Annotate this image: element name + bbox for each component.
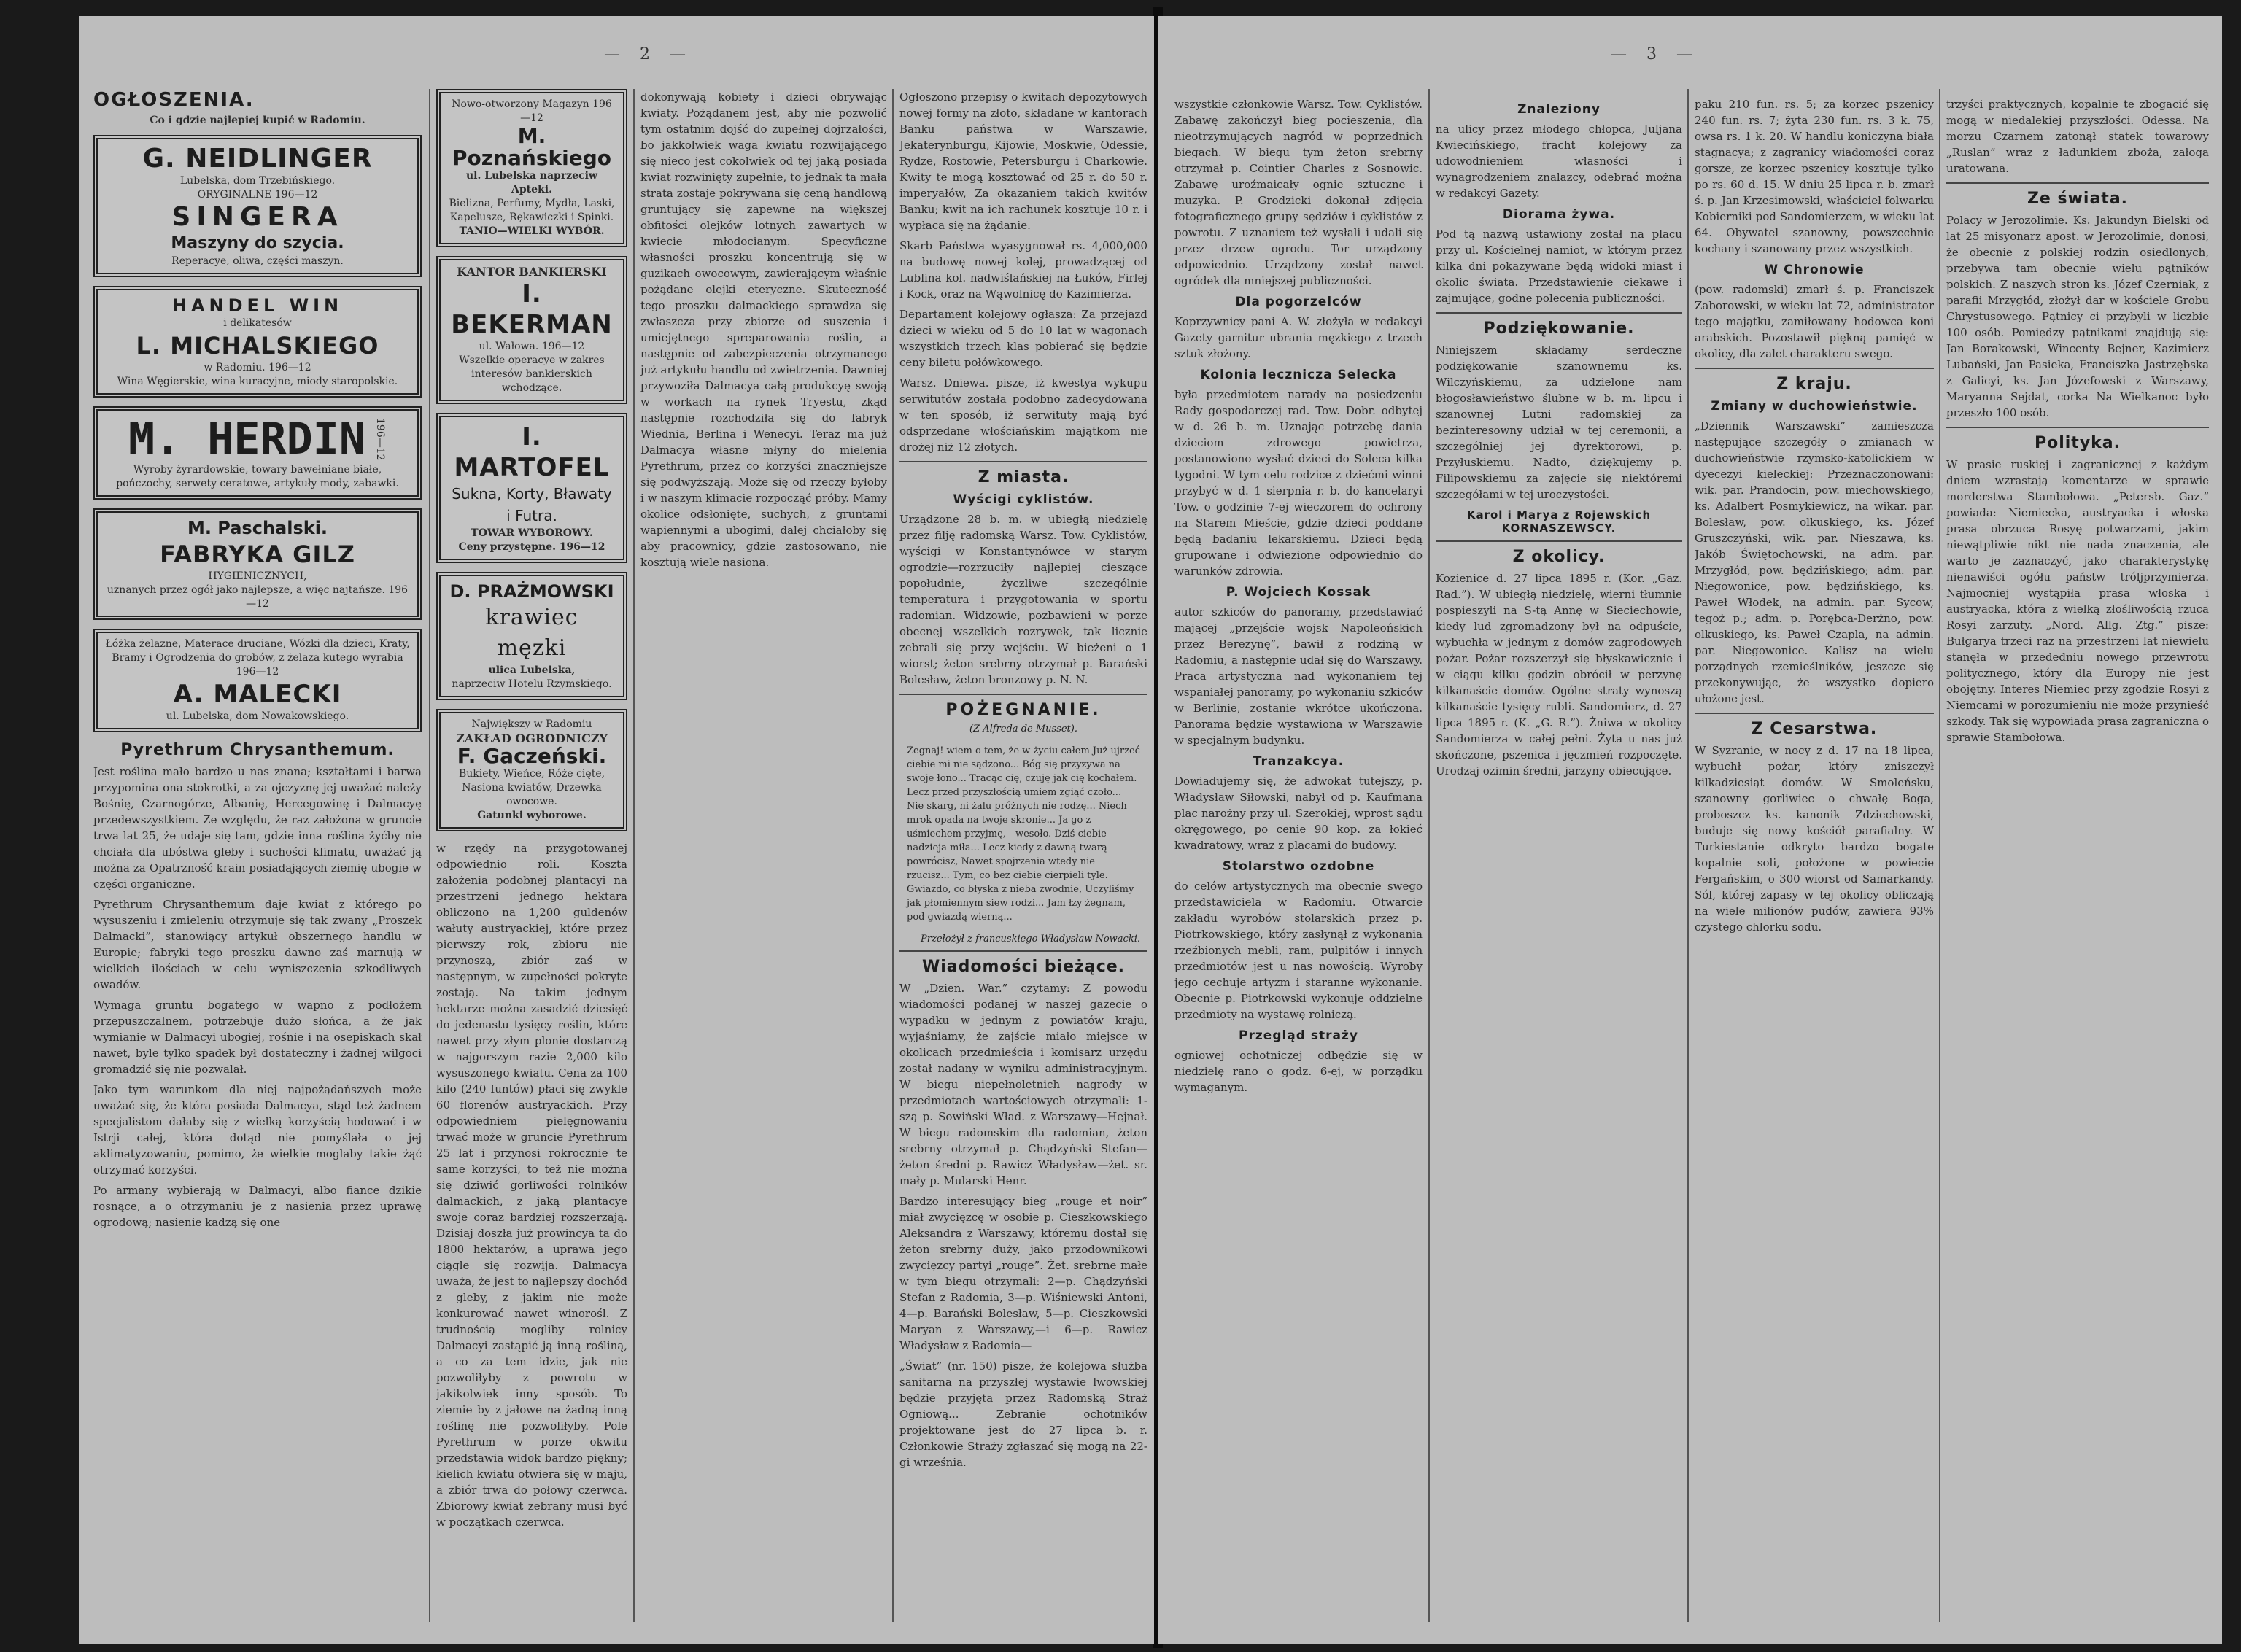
article-paragraph: do celów artystycznych ma obecnie swego przedstawiciela w Radomiu. Otwarcie zakładu wyrobów stolarskich przez p. Piotrkowskiego, który zasłynął z wykonania rzeźbionych mebli, ram, pulpitów i innych przedmiotów jest u nas nowością. Wyroby jego cechuje artyzm i staranne wykonanie. Obecnie p. Piotrkowski wykonuje oddzielne przedmioty na wystawę rolniczą. [1174, 880, 1423, 1021]
ad-note: Wszelkie operacye w zakres interesów bankierskich wchodzące. [459, 354, 605, 394]
ad-prazmowski [436, 572, 627, 700]
page-number-right: — 3 — [1611, 45, 1700, 63]
news-item: Skarb Państwa wyasygnował rs. 4,000,000 na budowę nowej kolej, prowadzącej od Lublina kol. nadwiślańskiej na Łuków, Firlej i Kock, oraz na Wąwolnicę do Kazimierza. [899, 239, 1147, 300]
ad-title: ZAKŁAD OGRODNICZY [456, 732, 608, 745]
article-paragraph: Kozienice d. 27 lipca 1895 r. (Kor. „Gaz. Rad.”). W ubiegłą niedzielę, wierni tłumnie pospieszyli na S-tą Annę w Sieciechowie, kiedy lud zgromadzony był na odpuście, wybuchła w jednym z domów zagrodowych pożar. Pożar rozszerzył się błyskawicznie i w ciągu kilku godzin obrócił w perzynę kilkanaście domów. Ogólne straty wynoszą kilkanaście tysięcy rubli. Sandomierz, d. 27 lipca 1895 r. (K. „G. R.”). Żniwa w okolicy Sandomierza w całej pełni. Żyta u nas już skończone, pszenica i jęczmień rozpoczęte. Urodzaj ozimin średni, jarzyny obiecujące. [1436, 572, 1682, 777]
ad-price: Ceny przystępne. 196—12 [458, 541, 605, 553]
article-paragraph: autor szkiców do panoramy, przedstawiać mającej „przejście wojsk Napoleońskich przez Berezynę”, bawił z rodziną w Radomiu, a następnie udał się do Warszawy. Praca artystyczna nad wykonaniem tej wspaniałej panoramy, po wykonaniu szkiców w Berlinie, zostanie wkrótce ukończona. Panorama będzie wystawiona w Warszawie w specjalnym budynku. [1174, 605, 1423, 747]
ad-line: ORYGINALNE 196—12 [197, 189, 318, 201]
article-paragraph: Po armany wybierają w Dalmacyi, albo fiance dzikie rosnące, a o otrzymaniu je z nasienia przez uprawę ogrodową; nasienie kadzą się one [93, 1184, 422, 1229]
article-continuation: dokonywają kobiety i dzieci obrywając kwiaty. Pożądanem jest, aby nie pozwolić tym ostatnim dojść do zupełnej dojrzałości, bo jakkolwiek waga kwiatu rozwijającego się nieco jest cokolwiek od tej jaką posiada kwiat rozwinięty zupełnie, to jednak ta mała strata zostaje pokrywana się ceną handlową gruntujący się zapewne na większej obfitości olejków lotnych zawartych w kwiecie młodocianym. Specyficzne własności proszku koncentrują się w guzikach owocowym, zawierającym właśnie pożądane olejki eteryczne. Skuteczność tego proszku dalmackiego sprawdza się zwłaszcza przy zbiorze od suszenia i umiejętnego spreparowania roślin, a następnie od zabezpieczenia otrzymanego już artykułu handlu od zwietrzenia. Dawniej przywoziła Dalmacya całą produkcyę swoją w workach na rynek Tryestu, zkąd następnie rozchodziła się do fabryk Wiednia, Berlina i Wenecyi. Teraz ma już Dalmacya własne młyny do mielenia Pyrethrum, przez co korzyści znaczniejsze się podwyższają. Może się od rzeczy byłoby i w naszym klimacie rozpocząć próby. Mamy okolice odsłonięte, suchych, z gruntami wapiennymi a ubogimi, dalej chciałoby się aby pracownicy, gdzie zastosowano, nie kosztują wiele nasiona. [640, 90, 887, 569]
article-title: Kolonia lecznicza Selecka [1200, 368, 1397, 382]
ad-malecki [93, 629, 422, 732]
article-title: Przegląd straży [1239, 1028, 1358, 1043]
article-paragraph: Pod tą nazwą ustawiony został na placu przy ul. Kościelnej namiot, w którym przez kilka dni pokazywane będą widoki miast i okolic świata. Przedstawienie ciekawe i zajmujące, godne polecenia publiczności. [1436, 228, 1682, 305]
article-paragraph: Jest roślina mało bardzo u nas znana; kształtami i barwą przypomina ona stokrotki, a za ojczyznę jej uważać należy Bośnię, Czarnogórze, Albanię, Hercegowinę i Dalmacyę przedewszystkiem. Ze względu, że raz założona w gruncie trwa lat 25, że udaje się tam, gdzie inna roślina żyćby nie chciała dla ubóstwa gleby i suchości klimatu, uważać ją można za Opatrzność krain posiadających ziemię ubogie w części organiczne. [93, 765, 422, 891]
ads-subheader: Co i gdzie najlepiej kupić w Radomiu. [150, 115, 365, 126]
ad-gaczenski [436, 709, 627, 831]
ad-street: ulica Lubelska, [488, 664, 576, 676]
ad-slogan: TOWAR WYBOROWY. [471, 527, 593, 539]
ad-address: naprzeciw Hotelu Rzymskiego. [452, 678, 612, 690]
text-column-4 [899, 89, 1147, 1622]
ad-address: Lubelska, dom Trzebińskiego. [179, 175, 336, 187]
ad-name: D. PRAŻMOWSKI [449, 581, 614, 602]
ad-neidlinger [93, 135, 422, 277]
column-rule [633, 89, 635, 1622]
section-title: Ze świata. [2027, 190, 2129, 208]
news-item: Ogłoszono przepisy o kwitach depozytowych nowej formy na złoto, składane w kantorach Banku państwa w Warszawie, Jekaterynburgu, Kijowie, Moskwie, Odessie, Rydze, Rostowie, Petersburgu i Charkowie. Kwity te mogą kosztować od 25 r. do 50 r. imperyałów, Za okazaniem takich kwitów Banku; kwit na ich rachunek kosztuje 10 r. i wypłaca się na żądanie. [899, 90, 1147, 232]
ad-slogan: TANIO—WIELKI WYBÓR. [459, 225, 605, 237]
article-paragraph: Wymaga gruntu bogatego w wapno z podłożem przepuszczalnem, potrzebuje dużo słońca, a że jak wymianie w Dalmacyi ubogiej, rośnie i na osepiskach skał nawet, byle tylko spadek był dostateczny i żadnej wilgoci gromadzić się nie pozwalał. [93, 998, 422, 1076]
page-number-left: — 2 — [604, 45, 693, 63]
ads-column-2 [436, 89, 627, 1622]
column-rule [1687, 89, 1689, 1622]
ad-address: w Radomiu. 196—12 [204, 362, 311, 373]
article-paragraph: na ulicy przez młodego chłopca, Juljana Kwiecińskiego, fracht kolejowy za udowodnieniem własności i wynagrodzeniem znalazcy, odebrać można w redakcyi Gazety. [1436, 123, 1682, 200]
news-item: Departament kolejowy ogłasza: Za przejazd dzieci w wieku od 5 do 10 lat w wagonach wszystkich trzech klas pobierać się będzie ceny biletu połówkowego. [899, 308, 1147, 369]
article-title: Wyścigi cyklistów. [953, 492, 1094, 507]
ad-goods: Bielizna, Perfumy, Mydła, Laski, Kapelusze, Rękawiczki i Spinki. [449, 198, 615, 223]
ad-address: ul. Lubelska naprzeciw Apteki. [466, 170, 597, 195]
divider [1695, 368, 1934, 369]
text-column-r1 [1174, 96, 1423, 1622]
right-page [1158, 16, 2222, 1644]
poem-subtitle: (Z Alfreda de Musset). [969, 724, 1077, 734]
ad-product: Maszyny do szycia. [171, 234, 344, 252]
text-column-r2 [1436, 96, 1682, 1622]
ad-code: 196—12 [374, 417, 387, 461]
article-paragraph: Urządzone 28 b. m. w ubiegłą niedzielę przez filję radomską Warsz. Tow. Cyklistów, wyścigi w Konstantynówce w starym ogrodzie—rozrzuciły najlepiej cieszące popołudnie, życzliwe szczególnie temperatura i przygotowania w sportu radomian. Widzowie, pozbawieni w porze obecnej wszelkich rozrywek, tak licznie zebrali się przy wejściu. W bieżeni o 1 wiorst; żeton srebrny otrzymał p. Barański Bolesław, żeton bronzowy p. N. N. [899, 513, 1147, 686]
divider [899, 694, 1147, 695]
ad-name: G. NEIDLINGER [142, 144, 373, 174]
ad-goods: Bukiety, Wieńce, Róże cięte, Nasiona kwiatów, Drzewka owocowe. [458, 768, 605, 807]
article-paragraph: ogniowej ochotniczej odbędzie się w niedzielę rano o godz. 6-ej, w porządku wymaganym. [1174, 1049, 1423, 1094]
divider [899, 461, 1147, 462]
article-title: Zmiany w duchowieństwie. [1711, 399, 1918, 414]
ad-sub: HYGIENICZNYCH, [208, 570, 307, 582]
text-column-r4 [1946, 96, 2209, 1622]
ad-name: M. Poznańskiego [452, 124, 611, 170]
poem-signature: Przełożył z francuskiego Władysław Nowacki. [921, 934, 1140, 945]
ad-title: FABRYKA GILZ [160, 540, 355, 568]
left-page [79, 16, 1154, 1644]
text-column-r3 [1695, 96, 1934, 1622]
poem-text: Żegnaj! wiem o tem, że w życiu całem Już ujrzeć ciebie mi nie sądzono... Bóg się przyzywa na swoje łono... Tracąc cię, czuję jak cię kochałem. Lecz przed przyszłością umiem zgiąć czoło... Nie skarg, ni żalu próżnych nie rodzę... Niech mrok opada na twoje skronie... Ja go z uśmiechem przyjmę,—wesoło. Dziś ciebie nadzieja miła... Lecz kiedy z dawną twarą powrócisz, Nawet spojrzenia wtedy nie rzucisz... Tym, co bez ciebie cierpieli tyle. Gwiazdo, co błyska z nieba zwodnie, Uczyliśmy jak płomiennym siew rodzi... Jam łzy żegnam, pod gwiazdą wierną... [907, 745, 1140, 923]
article-paragraph: wszystkie członkowie Warsz. Tow. Cyklistów. Zabawę zakończył bieg pocieszenia, dla nieotrzymujących nagród w poprzednich biegach. W biegu tym żeton srebrny otrzymał p. Cointier Charles z Sosnowic. Zabawę uroźmaicały ognie sztuczne i muzyka. P. Grodzicki dokonał zdjęcia fotograficznego grupy sędziów i cyklistów z powrotu. Z uznaniem też wysłali i udali się przez drzew ogrodu. Tor urządzony odpowiednio. Urządzony został nawet ogródek dla mniejszej publiczności. [1174, 98, 1423, 287]
column-rule [892, 89, 894, 1622]
ad-name: A. MALECKI [173, 680, 342, 709]
article-title: P. Wojciech Kossak [1226, 585, 1371, 600]
ad-text: Łóżka żelazne, Materace druciane, Wózki dla dzieci, Kraty, Bramy i Ogrodzenia do grobów, z żelaza kutego wyrabia 196—12 [105, 638, 410, 678]
article-paragraph: „Dziennik Warszawski” zamieszcza następujące szczegóły o zmianach w duchowieństwie rzymsko-katolickiem w dyecezyi kieleckiej: Przeznaczonowani: wik. par. Prandocin, pow. miechowskiego, ks. Adalbert Posmykiewicz, na wikar. par. Bolesław, pow. olkuskiego, ks. Józef Gruszczyński, wik. par. Nieszawa, ks. Jakób Świętochowski, na adm. par. Mrzygłód, pow. będzińskiego; adm. par. Niegowonice, pow. będzińskiego, ks. Paweł Włodek, na admin. par. Sycow, tegoż p.; adm. p. Porębca-Derżno, pow. olkuskiego, ks. Paweł Czapla, na admin. par. Niegowonice. Kalisz na wielu porządnych rzemieślników, jeszcze się przekonywując, że wszystko dopiero ułożone jest. [1695, 419, 1934, 705]
section-title: Podziękowanie. [1483, 319, 1635, 338]
article-title: Znaleziony [1517, 102, 1601, 117]
article-title: W Chronowie [1764, 263, 1865, 277]
article-paragraph: Pyrethrum Chrysanthemum daje kwiat z którego po wysuszeniu i zmieleniu otrzymuje się tak zwany „Proszek Dalmacki”, stanowiący artykuł obszernego handlu w Europie; fabryki tego proszku dawno zaś marnują w wielkich ilościach w celu wyniszczenia szkodliwych owadów. [93, 898, 422, 991]
article-title: Diorama żywa. [1502, 207, 1616, 222]
divider [1695, 713, 1934, 714]
ad-goods: Sukna, Korty, Bławaty i Futra. [452, 485, 612, 524]
ad-name: I. MARTOFEL [454, 422, 610, 482]
divider [1946, 182, 2209, 184]
column-rule [1428, 89, 1430, 1622]
ad-title: HANDEL WIN [171, 295, 344, 316]
ad-herdin [93, 406, 422, 500]
column-rule [429, 89, 430, 1622]
ad-name: L. MICHALSKIEGO [136, 332, 379, 360]
ad-address: ul. Wałowa. 196—12 [479, 341, 585, 352]
ad-note: Reperacye, oliwa, części maszyn. [171, 255, 344, 267]
section-title: Wiadomości bieżące. [921, 958, 1126, 976]
ad-top: Nowo-otworzony Magazyn 196—12 [452, 98, 612, 124]
article-paragraph: Polacy w Jerozolimie. Ks. Jakundyn Bielski od lat 25 misyonarz apost. w Jerozolimie, donosi, że obecnie z polskiej rodzin osiedlonych, przebywa tam obecnie wielu pątników polskich. Z naszych stron ks. Józef Czerniak, z parafii Mrzygłód, złożył dar w kościele Grobu Chrystusowego. Pątnicy ci przybyli w liczbie 100 osób. Pomiędzy pątnikami znajdują się: Jan Borakowski, Wincenty Bejner, Kazimierz Lubański, Jan Pasieka, Franciszka Jastrzębska z Galicyi, ks. Jan Józefowski z Warszawy, Maryanna Sejdat, corka Na Wielkanoc było przeszło 100 osób. [1946, 214, 2209, 419]
article-paragraph: Bardzo interesujący bieg „rouge et noir” miał zwycięzcę w osobie p. Cieszkowskiego Aleksandra z Warszawy, któremu dostał się żeton srebrny duży, jako przodownikowi zwycięzcy partyi „rouge”. Żet. srebrne małe w tym biegu otrzymali: 2—p. Chądzyński Stefan z Radomia, 3—p. Wiśniewski Antoni, 4—p. Barański Bolesław, 5—p. Cieszkowski Maryan z Warszawy,—i 6—p. Rawicz Władysław z Radomia— [899, 1195, 1147, 1352]
article-paragraph: (pow. radomski) zmarł ś. p. Franciszek Zaborowski, w wieku lat 72, administrator tego majątku, zamiłowany hodowca koni arabskich. Pozostawił piękną pamięć w okolicy, dla zalet charakteru swego. [1695, 283, 1934, 360]
section-title: Polityka. [2034, 434, 2121, 452]
article-paragraph: Niniejszem składamy serdeczne podziękowanie szanownemu ks. Wilczyńskiemu, za udzielone nam błogosławieństwo ślubne w b. m. lipcu i szanownej Lutni radomskiej za bezinteresowny udział w tej ceremonii, a szczególniej jej dyrektorowi, p. Przyłuskiemu. Nadto, dziękujemy p. Filipowskiemu za zajęcie się niektóremi szczegółami w tej uroczystości. [1436, 344, 1682, 501]
ad-poznanski [436, 89, 627, 247]
section-title: Z okolicy. [1512, 548, 1606, 566]
ad-brand: SINGERA [171, 202, 344, 232]
ad-name: M. Paschalski. [187, 518, 328, 538]
ad-bekerman [436, 256, 627, 404]
ad-top: Największy w Radomiu [471, 718, 592, 730]
ad-address: ul. Lubelska, dom Nowakowskiego. [166, 710, 349, 722]
ad-paschalski [93, 508, 422, 620]
article-paragraph: W prasie ruskiej i zagranicznej z każdym dniem wzrastają komentarze w sprawie morderstwa Stambołowa. „Petersb. Gaz.” powiada: Niemiecka, austryacka i włoska prasa obrzuca Rosyę potwarzami, jakim niewątpliwie nikt nie nada znaczenia, ale warto je zaznaczyć, jako charakterystykę nienawiści ogółu państw tróljprzymierza. Najmocniej wystąpiła prasa włoska i austryacka, która z wielką złośliwością rzuca Rosyi zarzuty. „Nord. Allg. Ztg.” pisze: Bułgarya trzeci raz na przestrzeni lat niewielu stanęła w przededniu nowego przewrotu politycznego, który dla Europy nie jest obojętny. Interes Niemiec przy zgodzie Rosyi z Niemcami w porozumieniu nie może przynieść szkody. Tak się wypowiada prasa zagraniczna o sprawie Stambołowa. [1946, 458, 2209, 744]
section-title: Z kraju. [1776, 375, 1852, 393]
article-paragraph: Jako tym warunkom dla niej najpożądańszych może uważać się, że która posiada Dalmacya, stąd też żadnem specjalistom dałaby się z wielką korzyścią hodować i w Istrji całej, która dotąd nie pomyślała o jej aklimatyzowaniu, pomimo, że wielkie moglaby takie żąć otrzymać korzyści. [93, 1083, 422, 1176]
article-title: Pyrethrum Chrysanthemum. [120, 741, 395, 759]
ad-name: I. BEKERMAN [451, 279, 613, 339]
news-item: Warsz. Dniewa. pisze, iż kwestya wykupu serwitutów została podobno zadecydowana w ten sposób, iż serwituty mają być odsprzedane włościańskim majątkom nie drożej niż 12 złotych. [899, 376, 1147, 454]
divider [1436, 312, 1682, 314]
divider [899, 950, 1147, 952]
column-rule [1939, 89, 1940, 1622]
ad-note: Wina Węgierskie, wina kuracyjne, miody staropolskie. [117, 376, 398, 387]
article-paragraph: „Świat” (nr. 150) pisze, że kolejowa służba sanitarna na przyszłej wystawie lwowskiej będzie przyjęta przez Radomską Straż Ogniową... Zebranie ochotników projektowane jest do 27 lipca b. r. Członkowie Straży zgłaszać się mogą na 22-gi września. [899, 1360, 1147, 1469]
ad-title: krawiec męzki [485, 605, 578, 661]
ad-sub: i delikatesów [223, 317, 292, 329]
ad-michalski [93, 286, 422, 398]
article-paragraph: paku 210 fun. rs. 5; za korzec pszenicy 240 fun. rs. 7; żyta 230 fun. rs. 3 k. 75, owsa rs. 1 k. 20. W handlu koniczyna biała stagnacya; z zagranicy wiadomości coraz gorsze, ze korzec pszenicy kosztuje tylko po rs. 60 d. 15. W dniu 25 lipca r. b. zmarł ś. p. Jan Krzesimowski, właściciel folwarku Kobierniki pod Sandomierzem, w wieku lat 64. Obywatel szanowny, powszechnie kochany i szanowany przez wszystkich. [1695, 98, 1934, 255]
ad-name: F. Gaczeński. [457, 744, 607, 768]
ad-title: KANTOR BANKIERSKI [457, 265, 607, 279]
ads-column [93, 89, 422, 1622]
article-paragraph: Dowiadujemy się, że adwokat tutejszy, p. Władysław Siłowski, nabył od p. Kaufmana plac narożny przy ul. Szerokiej, wprost sądu okręgowego, po cenie 90 kop. za łokieć kwadratowy, wraz z placami do budowy. [1174, 775, 1423, 852]
ad-note: Wyroby żyrardowskie, towary bawełniane białe, pończochy, serwety ceratowe, artykuły mody, zabawki. [116, 464, 399, 489]
signature: Karol i Marya z Rojewskich KORNASZEWSCY. [1466, 508, 1652, 535]
article-title: Stolarstwo ozdobne [1222, 859, 1375, 874]
ads-header: OGŁOSZENIA. [93, 89, 255, 111]
article-paragraph: W „Dzien. War.” czytamy: Z powodu wiadomości podanej w naszej gazecie o wypadku w jednym z powiatów kraju, wyjaśniamy, że zajście miało miejsce w okolicach przedmieścia i komisarz urzędu został nadany w wyniku administracyjnym. W biegu niepełnoletnich nagrody w przedmiotach wartościowych otrzymali: 1-szą p. Sowiński Wład. z Warszawy—Hejnał. W biegu radomskim dla radomian, żeton srebrny otrzymał p. Chądzyński Stefan—żeton średni p. Rawicz Władysław—żet. sr. mały p. Mularski Henr. [899, 982, 1147, 1187]
section-title: Z Cesarstwa. [1751, 720, 1878, 738]
ad-note: uznanych przez ogół jako najlepsze, a więc najtańsze. 196—12 [107, 584, 409, 610]
ad-martofel [436, 413, 627, 563]
section-title: Z miasta. [978, 468, 1069, 486]
article-continuation: w rzędy na przygotowanej odpowiednio roli. Koszta założenia podobnej plantacyi na przestrzeni jednego hektara obliczono na 1,200 guldenów wałuty austryackiej, które przez pierwszy rok, zbioru nie przynoszą, zbiór zaś w następnym, w zupełności pokryte zostają. Na takim jednym hektarze można zasadzić dziesięć do jedenastu tysięcy roślin, które nawet przy złym plonie dostarczą w najgorszym razie 2,000 kilo wysuszonego kwiatu. Cena za 100 kilo (240 funtów) płaci się zwykle 60 florenów austryackich. Przy odpowiedniem pielęgnowaniu trwać może w gruncie Pyrethrum 25 lat i przynosi rokrocznie te same korzyści, to też nie można się dziwić gorliwości rolników dalmackich, z jaką plantacye swoje coraz bardziej rozszerzają. Dzisiaj doszła już prowincya ta do 1800 hektarów, a uprawa jego ciągle się rozwija. Dalmacya uważa, że jest to najlepszy dochód z gleby, z jakim nie może konkurować nawet winorośl. Z trudnością mogliby rolnicy Dalmacyi zastąpić ją inną rośliną, a co za tem idzie, jak nie pozwoliłyby z powrotu w jakikolwiek inny sposób. To ziemie by z jałowe na żadną inną roślinę nie pozwoliłyby. Pole Pyrethrum w porze okwitu przedstawia widok bardzo piękny; kielich kwiatu otwiera się w maju, a zbiór trwa do połowy czerwca. Zbiorowy kwiat zebrany musi być w początkach czerwca. [436, 842, 627, 1529]
article-paragraph: W Syzranie, w nocy z d. 17 na 18 lipca, wybuchł pożar, który zniszczył kilkadziesiąt domów. W Smoleńsku, szanowny gorliwiec o chwałę Boga, proboszcz ks. kanonik Zdziechowski, buduje się nowy kościół parafialny. W Turkiestanie odkryto bardzo bogate kopalnie soli, położone w powiecie Fergańskim, o 300 wiorst od Samarkandy. Sól, której zapasy w tej okolicy obliczają na wiele milionów pudów, zawiera 93% czystego chlorku sodu. [1695, 744, 1934, 934]
text-column-3 [640, 89, 887, 1622]
article-paragraph: była przedmiotem narady na posiedzeniu Rady gospodarczej rad. Tow. Dobr. odbytej w d. 26 b. m. Uznając potrzebę dania dzieciom zdrowego powietrza, postanowiono wysłać dzieci do Soleca kilka tygodni. W tym celu rodzice z dziećmi winni przybyć w d. 1 sierpnia r. b. do kancelaryi Tow. o godzinie 7-ej wieczorem do ochrony na Starem Mieście, gdzie dzieci poddane będą badaniu lekarskiemu. Dzieci będą grupowane i odwiezione odpowiednio do warunków zdrowia. [1174, 388, 1423, 578]
article-title: Tranzakcya. [1253, 754, 1344, 769]
divider [1946, 427, 2209, 428]
divider [1436, 540, 1682, 542]
poem-title: POŻEGNANIE. [945, 701, 1102, 719]
article-paragraph: Koprzywnicy pani A. W. złożyła w redakcyi Gazety garnitur ubrania męzkiego z trzech sztuk złożony. [1174, 315, 1423, 360]
ad-slogan: Gatunki wyborowe. [477, 810, 587, 821]
article-paragraph: trzyści praktycznych, kopalnie te zbogacić się mogą w niedalekiej przyszłości. Odessa. Na morzu Czarnem zatonął statek towarowy „Ruslan” wraz z ładunkiem zboża, załoga uratowana. [1946, 98, 2209, 175]
article-title: Dla pogorzelców [1235, 295, 1362, 309]
ad-name: M. HERDIN [128, 414, 366, 465]
